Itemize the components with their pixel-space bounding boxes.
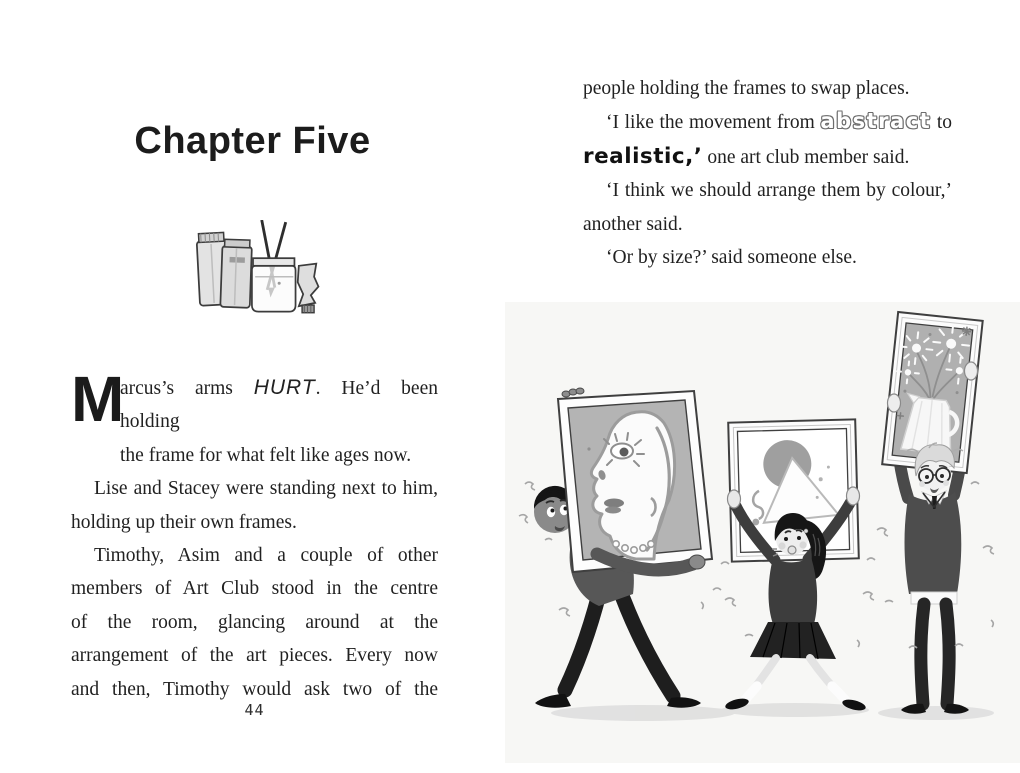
text-line: and then, Timothy would ask two of the — [71, 678, 438, 700]
text-line: ‘Or by size?’ said someone else. — [606, 247, 857, 269]
paint-tube-icon — [196, 232, 252, 307]
realistic-word: realistic,’ — [583, 143, 703, 169]
left-page-text — [71, 363, 438, 706]
text-line: arcus’s arms HURT. He’d been holding — [120, 376, 438, 433]
page-number: 44 — [244, 701, 265, 719]
brush-jar-icon — [252, 220, 296, 312]
text-line: the frame for what felt like ages now. — [120, 444, 412, 466]
drop-cap: M — [71, 363, 125, 435]
text-line: arrangement of the art pieces. Every now — [71, 645, 438, 667]
boy-with-glasses-figure — [877, 312, 994, 714]
text-line: members of Art Club stood in the centre — [71, 578, 438, 600]
text-line: people holding the frames to swap places. — [583, 78, 910, 99]
chapter-title: Chapter Five — [134, 120, 371, 162]
text-line: ‘I like the movement from abstract to — [606, 109, 952, 134]
right-page-text — [583, 72, 952, 274]
art-club-illustration — [505, 302, 1020, 763]
girl-figure — [721, 419, 875, 712]
text-line: Lise and Stacey were standing next to him, — [94, 478, 438, 500]
text-line: another said. — [583, 213, 683, 235]
hurt-word: HURT — [253, 376, 316, 399]
squeezed-tube-icon — [298, 264, 319, 313]
text-line: Timothy, Asim and a couple of other — [94, 545, 438, 567]
art-supplies-icon — [183, 220, 323, 321]
abstract-face-painting — [558, 391, 712, 572]
marcus-figure — [519, 388, 721, 708]
text-line: holding up their own frames. — [71, 511, 297, 533]
text-line: ‘I think we should arrange them by colour,’ — [606, 180, 952, 202]
text-line: of the room, glancing around at the — [71, 611, 438, 633]
text-line: realistic,’ one art club member said. — [583, 143, 910, 169]
abstract-word: abstract — [820, 109, 932, 134]
